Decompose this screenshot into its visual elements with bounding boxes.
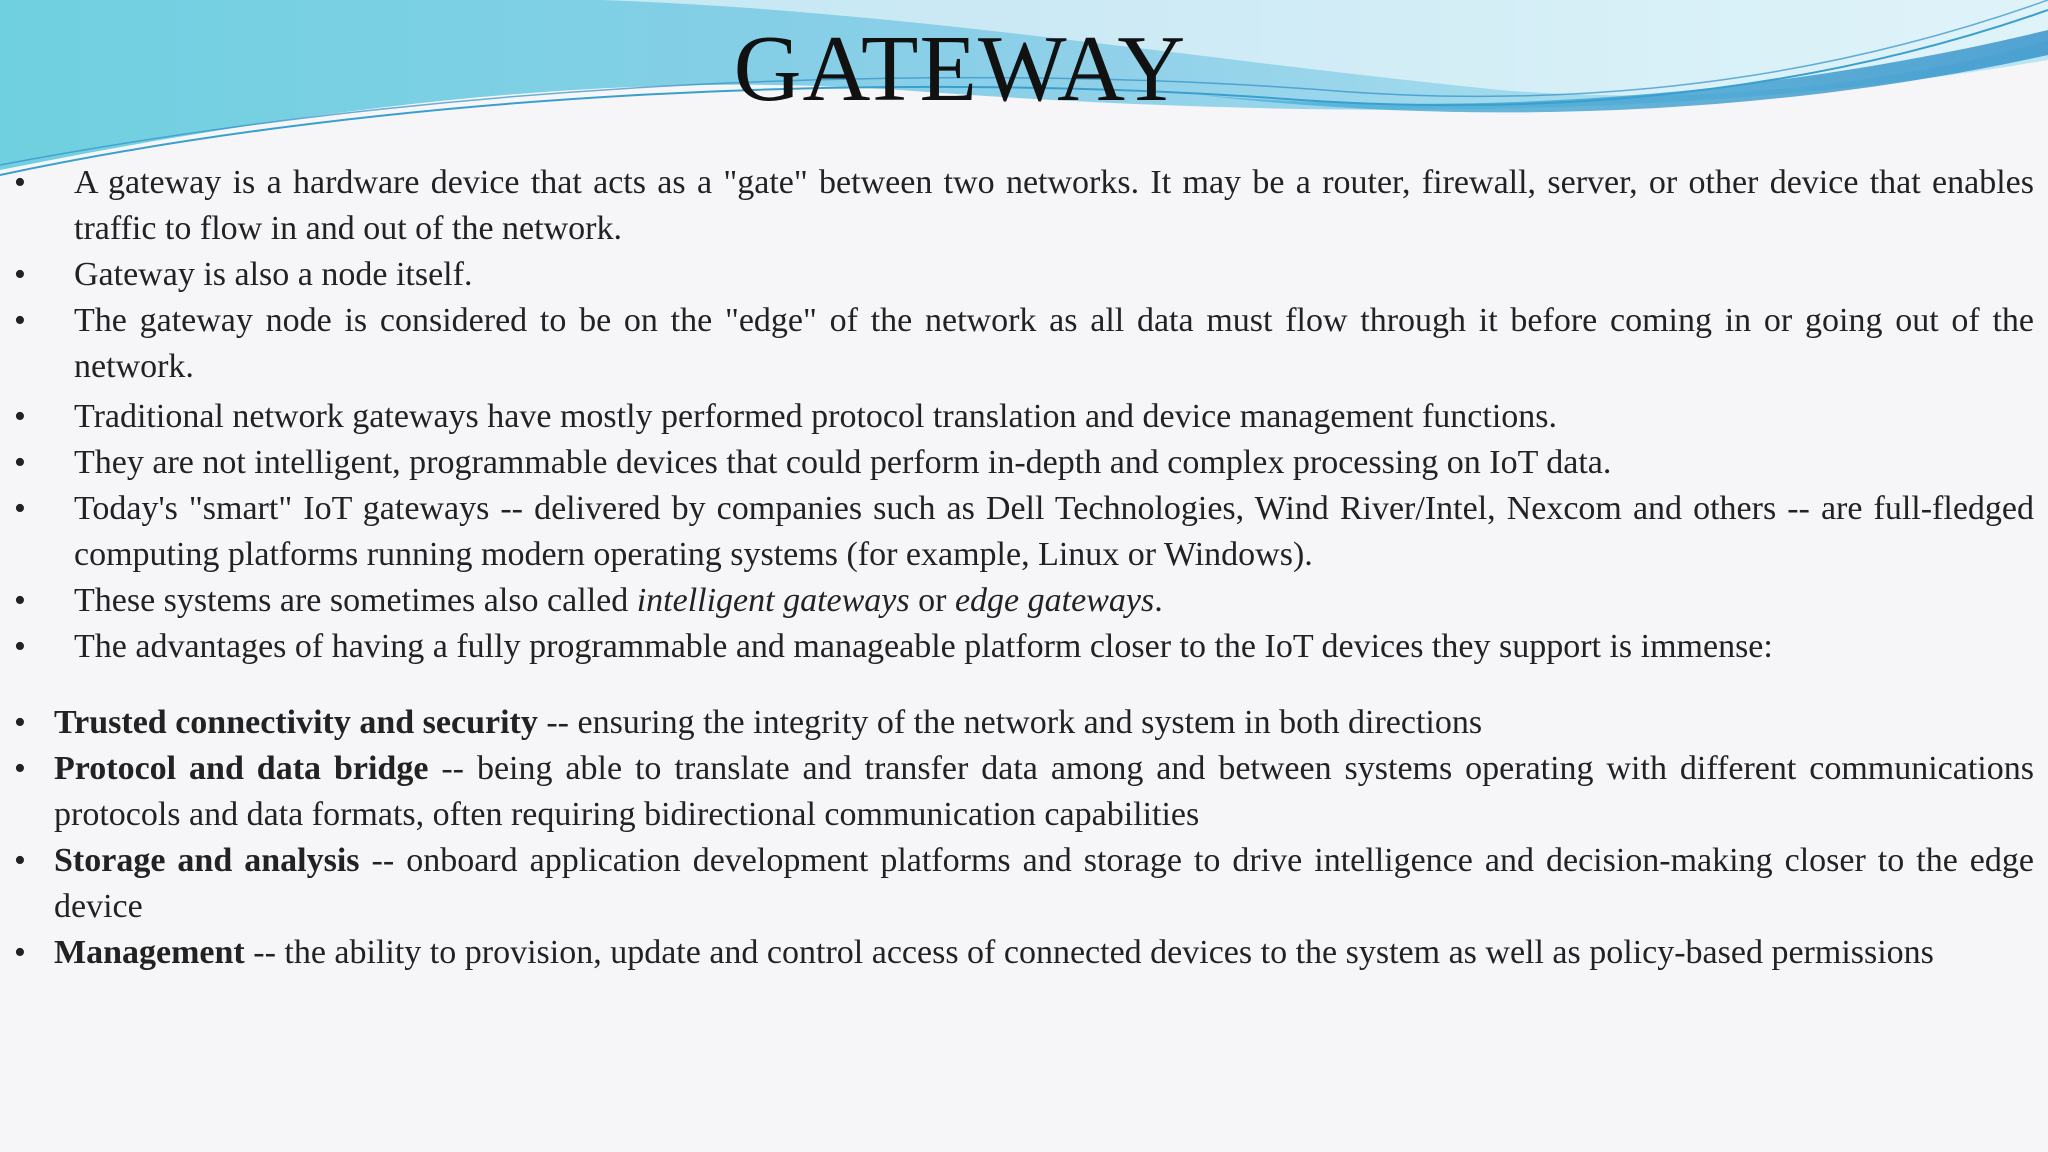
bullet-icon: •	[14, 256, 26, 293]
slide-title: GATEWAY	[733, 17, 1187, 121]
bullet-icon: •	[14, 842, 26, 879]
advantage-description: -- ensuring the integrity of the network and system in both directions	[537, 704, 1483, 741]
emphasis-term: edge gateways	[954, 582, 1155, 619]
list-item	[14, 160, 2034, 252]
bullet-icon: •	[14, 444, 26, 481]
advantage-item	[14, 838, 2034, 930]
advantage-item	[14, 746, 2034, 838]
bullet-text: Today's "smart" IoT gateways -- delivered by companies such as Dell Technologies, Wind River/Intel, Nexcom and others -- are full-fledged computing platforms running modern operating systems (for example, Linux or Windows).	[74, 490, 2034, 573]
bullet-text-prefix: These systems are sometimes also called	[74, 582, 637, 619]
bullet-text: They are not intelligent, programmable devices that could perform in-depth and complex processing on IoT data.	[74, 444, 1612, 481]
list-item	[14, 298, 2034, 390]
list-item	[14, 486, 2034, 578]
list-item	[14, 394, 2034, 440]
bullet-text: The advantages of having a fully programmable and manageable platform closer to the IoT devices they support is immense:	[74, 628, 1773, 665]
advantage-term: Protocol and data bridge	[54, 750, 429, 787]
bullet-text-suffix: .	[1154, 582, 1163, 619]
bullet-icon: •	[14, 704, 26, 741]
bullet-icon: •	[14, 628, 26, 665]
bullet-text: Traditional network gateways have mostly performed protocol translation and device management functions.	[74, 398, 1558, 435]
emphasis-term: intelligent gateways	[636, 582, 910, 619]
advantages-list	[14, 700, 2034, 976]
bullet-text-joiner: or	[909, 582, 955, 619]
bullet-text: The gateway node is considered to be on the "edge" of the network as all data must flow through it before coming in or going out of the network.	[74, 302, 2034, 385]
advantage-item	[14, 700, 2034, 746]
bullet-text: A gateway is a hardware device that acts as a "gate" between two networks. It may be a router, firewall, server, or other device that enables traffic to flow in and out of the network.	[74, 164, 2034, 247]
bullet-icon: •	[14, 750, 26, 787]
main-bullet-list	[14, 160, 2034, 670]
bullet-text: Gateway is also a node itself.	[74, 256, 473, 293]
advantage-description: -- onboard application development platforms and storage to drive intelligence and decision-making closer to the edge device	[54, 842, 2034, 925]
advantage-term: Storage and analysis	[54, 842, 360, 879]
list-item	[14, 252, 2034, 298]
bullet-icon: •	[14, 164, 26, 201]
list-item	[14, 440, 2034, 486]
advantage-description: -- the ability to provision, update and control access of connected devices to the system as well as policy-based permissions	[244, 934, 1934, 971]
list-item	[14, 624, 2034, 670]
bullet-icon: •	[14, 398, 26, 435]
list-item	[14, 578, 2034, 624]
bullet-icon: •	[14, 302, 26, 339]
advantage-item	[14, 930, 2034, 976]
advantage-term: Trusted connectivity and security	[54, 704, 538, 741]
bullet-icon: •	[14, 934, 26, 971]
bullet-icon: •	[14, 490, 26, 527]
bullet-icon: •	[14, 582, 26, 619]
advantage-description: -- being able to translate and transfer data among and between systems operating with different communications protocols and data formats, often requiring bidirectional communication capabilities	[54, 750, 2034, 833]
advantage-term: Management	[54, 934, 245, 971]
